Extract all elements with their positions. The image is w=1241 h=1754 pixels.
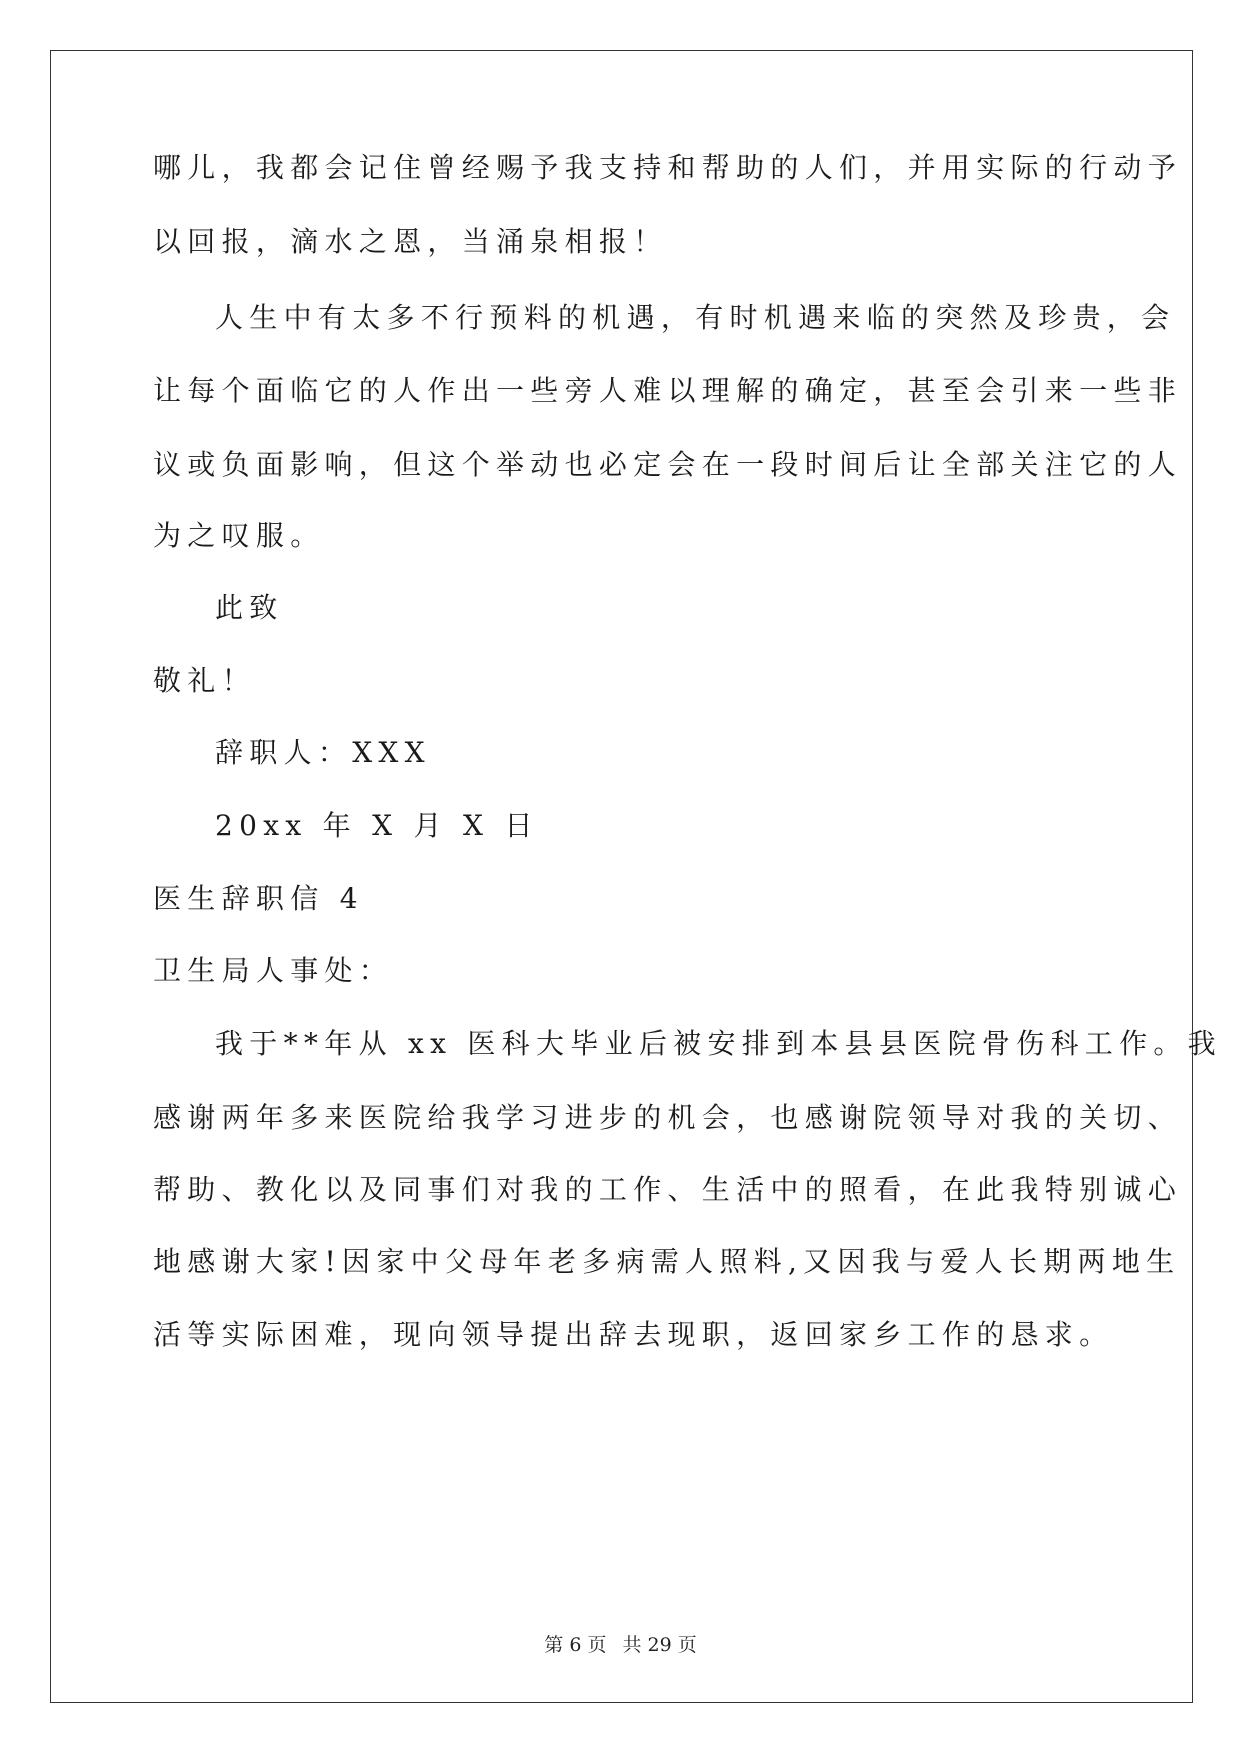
text-line: 感谢两年多来医院给我学习进步的机会，也感谢院领导对我的关切、	[153, 1101, 1183, 1134]
text-line: 我于**年从 xx 医科大毕业后被安排到本县县医院骨伤科工作。我	[215, 1027, 1222, 1060]
page-number: 第 6 页	[544, 1634, 607, 1656]
text-line: 20xx 年 X 月 X 日	[215, 809, 539, 842]
text-line: 以回报，滴水之恩，当涌泉相报！	[153, 225, 668, 258]
text-line: 议或负面影响，但这个举动也必定会在一段时间后让全部关注它的人	[153, 448, 1183, 481]
text-line: 此致	[215, 591, 284, 624]
text-line: 敬礼！	[153, 664, 256, 697]
text-line: 让每个面临它的人作出一些旁人难以理解的确定，甚至会引来一些非	[153, 374, 1183, 407]
text-line: 医生辞职信 4	[153, 882, 364, 915]
text-line: 活等实际困难，现向领导提出辞去现职，返回家乡工作的恳求。	[153, 1318, 1114, 1351]
text-line: 地感谢大家!因家中父母年老多病需人照料,又因我与爱人长期两地生	[153, 1245, 1181, 1278]
text-line: 卫生局人事处：	[153, 954, 394, 987]
page-total: 共 29 页	[622, 1634, 697, 1656]
text-line: 辞职人：XXX	[215, 736, 431, 769]
text-line: 哪儿，我都会记住曾经赐予我支持和帮助的人们，并用实际的行动予	[153, 151, 1183, 184]
text-line: 人生中有太多不行预料的机遇，有时机遇来临的突然及珍贵，会	[215, 301, 1176, 334]
text-line: 为之叹服。	[153, 519, 325, 552]
text-line: 帮助、教化以及同事们对我的工作、生活中的照看，在此我特别诚心	[153, 1173, 1183, 1206]
page-footer	[0, 1630, 1241, 1657]
